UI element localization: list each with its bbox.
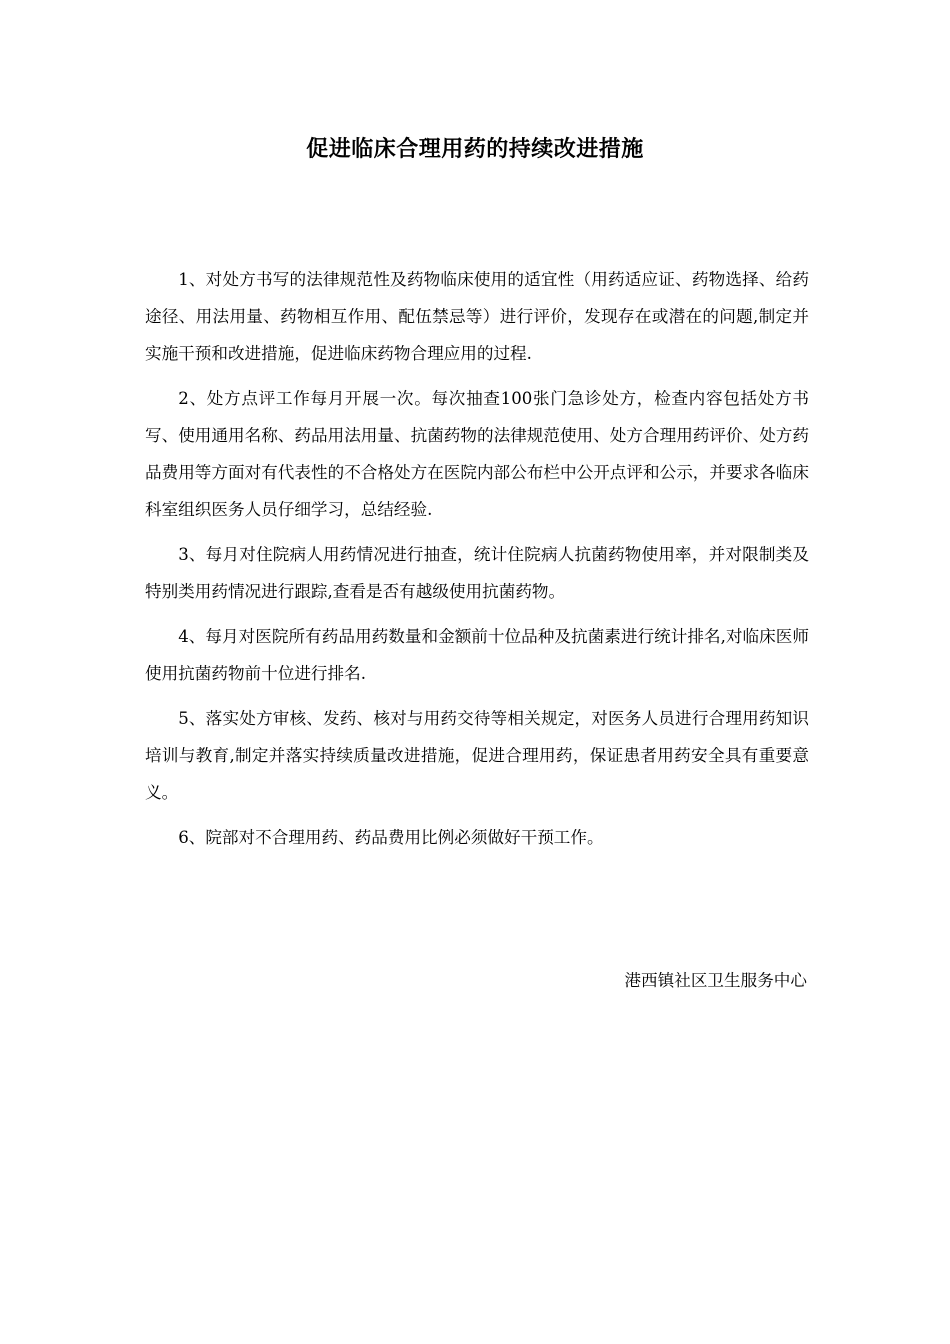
document-title: 促进临床合理用药的持续改进措施 xyxy=(306,137,644,162)
paragraph-2: 2、处方点评工作每月开展一次。每次抽查100张门急诊处方，检查内容包括处方书写、使用通用名称、药品用法用量、抗菌药物的法律规范使用、处方合理用药评价、处方药品费用等方面对有代表性的不合格处方在医院内部公布栏中公开点评和公示，并要求各临床科室组织医务人员仔细学习，总结经验. xyxy=(145,389,809,519)
paragraph-1: 1、对处方书写的法律规范性及药物临床使用的适宜性（用药适应证、药物选择、给药途径、用法用量、药物相互作用、配伍禁忌等）进行评价，发现存在或潜在的问题,制定并实施干预和改进措施，促进临床药物合理应用的过程. xyxy=(145,270,809,363)
document-body xyxy=(145,261,809,864)
signature-organization: 港西镇社区卫生服务中心 xyxy=(624,971,807,990)
paragraph-3: 3、每月对住院病人用药情况进行抽查，统计住院病人抗菌药物使用率，并对限制类及特别类用药情况进行跟踪,查看是否有越级使用抗菌药物。 xyxy=(145,545,809,601)
paragraph-5: 5、落实处方审核、发药、核对与用药交待等相关规定，对医务人员进行合理用药知识培训与教育,制定并落实持续质量改进措施，促进合理用药，保证患者用药安全具有重要意义。 xyxy=(145,709,809,802)
paragraph-4: 4、每月对医院所有药品用药数量和金额前十位品种及抗菌素进行统计排名,对临床医师使用抗菌药物前十位进行排名. xyxy=(145,627,809,683)
paragraph-6: 6、院部对不合理用药、药品费用比例必须做好干预工作。 xyxy=(178,828,604,847)
